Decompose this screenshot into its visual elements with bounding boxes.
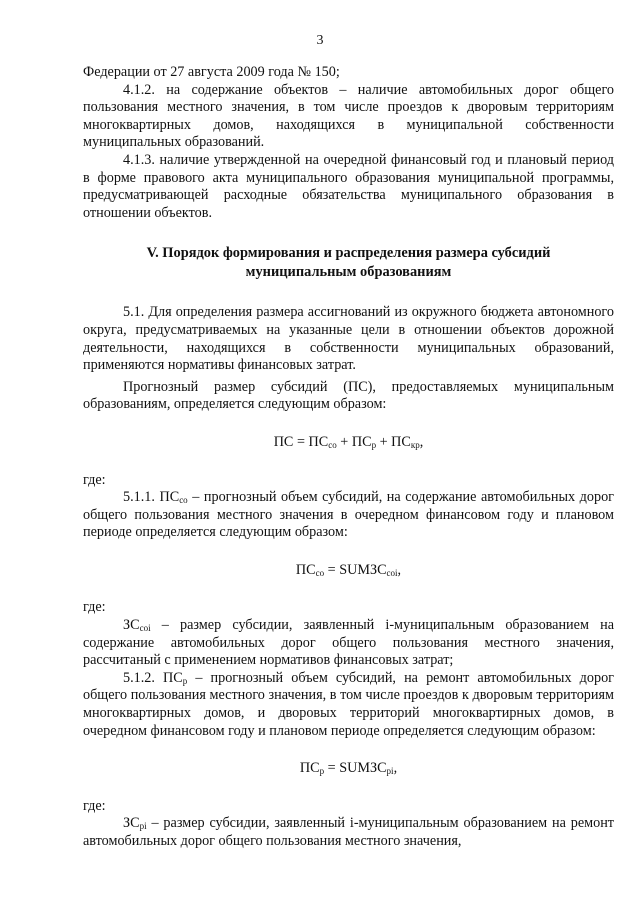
paragraph-text: ЗС [123,617,140,634]
formula-subscript: р [319,766,325,777]
paragraph-text: 5.1.2. ПС [123,669,183,686]
formula-text: ПС [295,561,316,578]
formula-repair [83,760,614,778]
formula-text: + [336,433,352,450]
where-label: где: [83,599,106,616]
paragraph-5-1-1 [83,489,614,542]
formula-subscript: со [315,567,325,578]
formula-text: SUMЗС [339,561,387,578]
paragraph-4-1-2: 4.1.2. на содержание объектов – наличие автомобильных дорог общего пользования местного значения, в том числе проездов к дворовым территориям многоквартирных домов, находящихся в муниципальной собственности муниципальных образований. [83,81,614,151]
where-label: где: [83,471,106,488]
formula-text: = [324,561,340,578]
paragraph-text: ЗС [123,815,140,832]
paragraph-5-1: 5.1. Для определения размера ассигнований из окружного бюджета автономного округа, предусматриваемых на указанные цели в отношении объектов дорожной деятельности, находящихся в собственности муниципальных образований, применяются нормативы финансовых затрат. [83,304,614,374]
paragraph-continuation: Федерации от 27 августа 2009 года № 150; [83,64,340,80]
formula-text: ПС [299,760,320,777]
paragraph-4-1-3: 4.1.3. наличие утвержденной на очередной финансовый год и плановый период в форме правового акта муниципального образования муниципальной программы, предусматривающей расходные обязательства муниципального образования в отношении объектов. [83,151,614,221]
formula-text: = [293,433,309,450]
formula-maintenance [83,562,614,580]
formula-text: , [397,561,402,578]
paragraph-text: – размер субсидии, заявленный i-муниципальным образованием на содержание автомобильных дорог общего пользования местного значения, рассчитаный с применением нормативов финансовых затрат; [83,617,614,669]
formula-subscript: кр [410,439,420,450]
paragraph-forecast: Прогнозный размер субсидий (ПС), предоставляемых муниципальным образованиям, определяется следующим образом: [83,378,614,413]
section-heading-line-2: муниципальным образованиям [245,264,452,281]
subscript: рi [139,821,147,832]
paragraph-zsco [83,617,614,670]
paragraph-text: – размер субсидии, заявленный i-муниципальным образованием на ремонт автомобильных дорог общего пользования местного значения, [83,815,614,849]
formula-text: , [393,760,398,777]
formula-text: SUMЗС [339,760,387,777]
page-number: 3 [316,33,324,48]
paragraph-text: 5.1.1. ПС [123,489,180,506]
subscript: со [179,495,188,506]
paragraph-5-1-2 [83,670,614,740]
formula-text: ПС [308,433,329,450]
paragraph-text: – прогнозный объем субсидий, на ремонт автомобильных дорог общего пользования местного значения, в том числе проездов к дворовым территориям многоквартирных домов, и дворовых территорий многоквартирных домов, в очередном финансовом году и плановом периоде определяется следующим образом: [83,669,614,739]
paragraph-text: – прогнозный объем субсидий, на содержание автомобильных дорог общего пользования местного значения в очередном финансовом году и плановом периоде определяется следующим образом: [83,489,614,541]
formula-text: ПС [351,433,372,450]
paragraph-zsr [83,815,614,850]
formula-total [83,434,614,452]
subscript: соi [139,623,151,634]
formula-subscript: р [371,439,377,450]
formula-text: ПС [391,433,411,450]
subscript: р [182,675,188,686]
formula-subscript: соi [386,567,398,578]
formula-text: , [419,433,424,450]
formula-subscript: рi [386,766,394,777]
formula-text: ПС [273,433,294,450]
section-heading [83,244,614,282]
formula-subscript: со [328,439,337,450]
section-heading-line-1: V. Порядок формирования и распределения размера субсидий [146,245,551,262]
formula-text: = [324,760,340,777]
formula-text: + [376,433,392,450]
document-body [83,64,614,851]
where-label: где: [83,797,106,814]
